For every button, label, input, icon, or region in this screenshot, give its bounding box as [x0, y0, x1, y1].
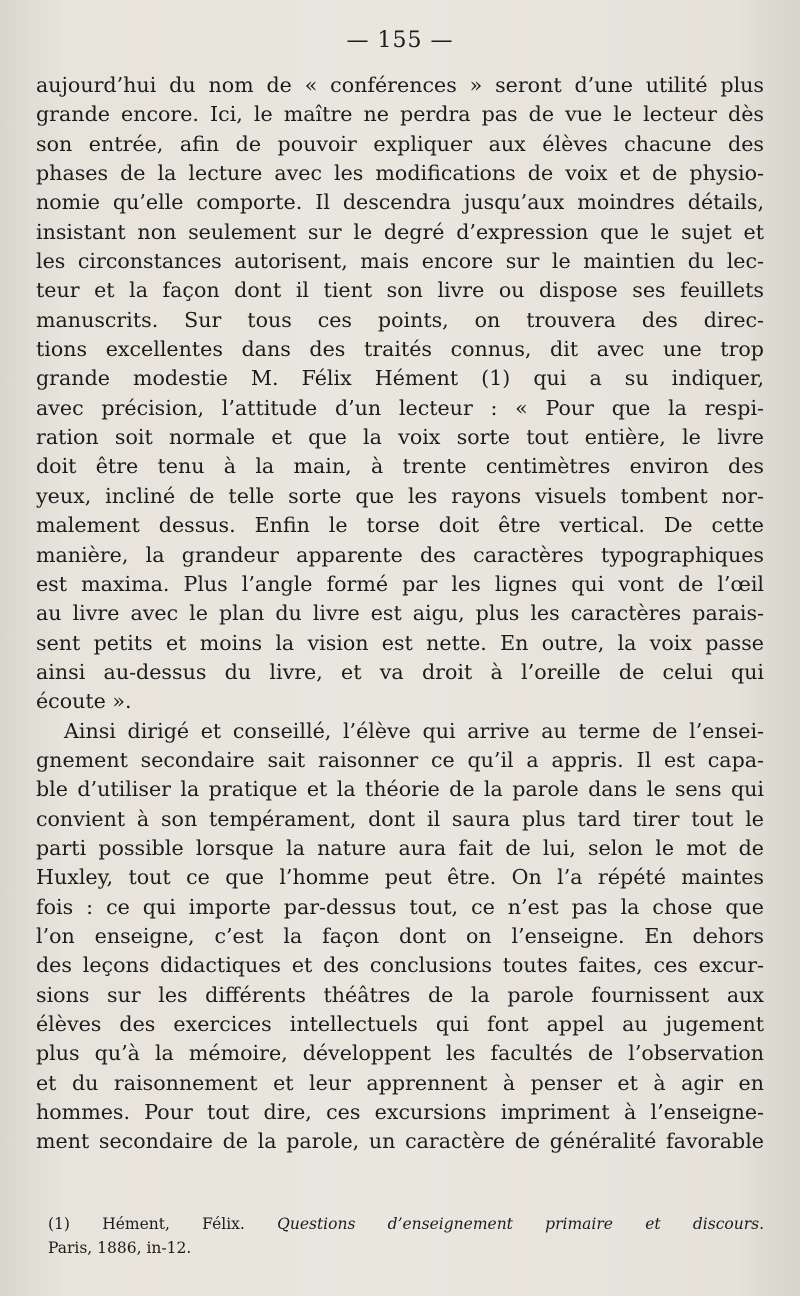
text-line: nomie qu’elle comporte. Il descendra jusqu’aux moindres détails,	[36, 190, 764, 215]
body-text	[36, 71, 764, 1157]
text-line: grande modestie M. Félix Hément (1) qui a su indiquer,	[36, 366, 764, 391]
text-line: plus qu’à la mémoire, développent les facultés de l’observation	[36, 1041, 764, 1066]
text-line: manière, la grandeur apparente des caractères typographiques	[36, 542, 764, 567]
text-line: malement dessus. Enfin le torse doit être vertical. De cette	[36, 513, 764, 538]
text-line: et du raisonnement et leur apprennent à penser et à agir en	[36, 1070, 764, 1095]
text-line: au livre avec le plan du livre est aigu, plus les caractères parais-	[36, 601, 764, 626]
text-line: écoute ».	[36, 689, 132, 714]
text-line: gnement secondaire sait raisonner ce qu’il a appris. Il est capa-	[36, 747, 764, 772]
text-line: doit être tenu à la main, à trente centimètres environ des	[36, 454, 764, 479]
text-line: ble d’utiliser la pratique et la théorie de la parole dans le sens qui	[36, 777, 764, 802]
text-line: tions excellentes dans des traités connus, dit avec une trop	[36, 337, 764, 362]
text-line: les circonstances autorisent, mais encore sur le maintien du lec-	[36, 249, 764, 274]
text-line: ainsi au-dessus du livre, et va droit à l’oreille de celui qui	[36, 659, 764, 684]
text-line: ration soit normale et que la voix sorte tout entière, le livre	[36, 425, 764, 450]
text-line: des leçons didactiques et des conclusions toutes faites, ces excur-	[36, 953, 764, 978]
text-line: yeux, incliné de telle sorte que les rayons visuels tombent nor-	[36, 483, 764, 508]
text-line: avec précision, l’attitude d’un lecteur : « Pour que la respi-	[36, 395, 764, 420]
text-line: insistant non seulement sur le degré d’expression que le sujet et	[36, 219, 764, 244]
text-line: fois : ce qui importe par-dessus tout, ce n’est pas la chose que	[36, 894, 764, 919]
text-line: Huxley, tout ce que l’homme peut être. On l’a répété maintes	[36, 865, 764, 890]
text-line: aujourd’hui du nom de « conférences » seront d’une utilité plus	[36, 73, 764, 97]
text-line: grande encore. Ici, le maître ne perdra pas de vue le lecteur dès	[36, 102, 764, 127]
text-line: l’on enseigne, c’est la façon dont on l’enseigne. En dehors	[36, 923, 764, 948]
text-line: parti possible lorsque la nature aura fait de lui, selon le mot de	[36, 835, 764, 860]
text-line: ment secondaire de la parole, un caractère de généralité favorable	[36, 1129, 764, 1154]
text-line: hommes. Pour tout dire, ces excursions impriment à l’enseigne-	[36, 1100, 764, 1125]
footnote	[48, 1212, 764, 1260]
footnote-line-2: Paris, 1886, in-12.	[48, 1239, 192, 1257]
text-line: Ainsi dirigé et conseillé, l’élève qui arrive au terme de l’ensei-	[64, 718, 764, 743]
text-line: son entrée, afin de pouvoir expliquer aux élèves chacune des	[36, 131, 764, 156]
text-line: élèves des exercices intellectuels qui font appel au jugement	[36, 1012, 764, 1036]
text-line: sions sur les différents théâtres de la parole fournissent aux	[36, 982, 764, 1007]
text-line: est maxima. Plus l’angle formé par les lignes qui vont de l’œil	[36, 571, 764, 596]
text-line: phases de la lecture avec les modifications de voix et de physio-	[36, 161, 764, 186]
text-line: sent petits et moins la vision est nette. En outre, la voix passe	[36, 630, 764, 655]
page-number: — 155 —	[346, 28, 454, 53]
footnote-reference: (1) Hément, Félix.	[48, 1215, 278, 1233]
text-line: teur et la façon dont il tient son livre ou dispose ses feuillets	[36, 278, 764, 303]
footnote-line-1	[48, 1212, 764, 1236]
text-line: manuscrits. Sur tous ces points, on trouvera des direc-	[36, 307, 764, 332]
text-line: convient à son tempérament, dont il saura plus tard tirer tout le	[36, 806, 764, 831]
footnote-title: Questions d’enseignement primaire et discours.	[277, 1215, 764, 1233]
